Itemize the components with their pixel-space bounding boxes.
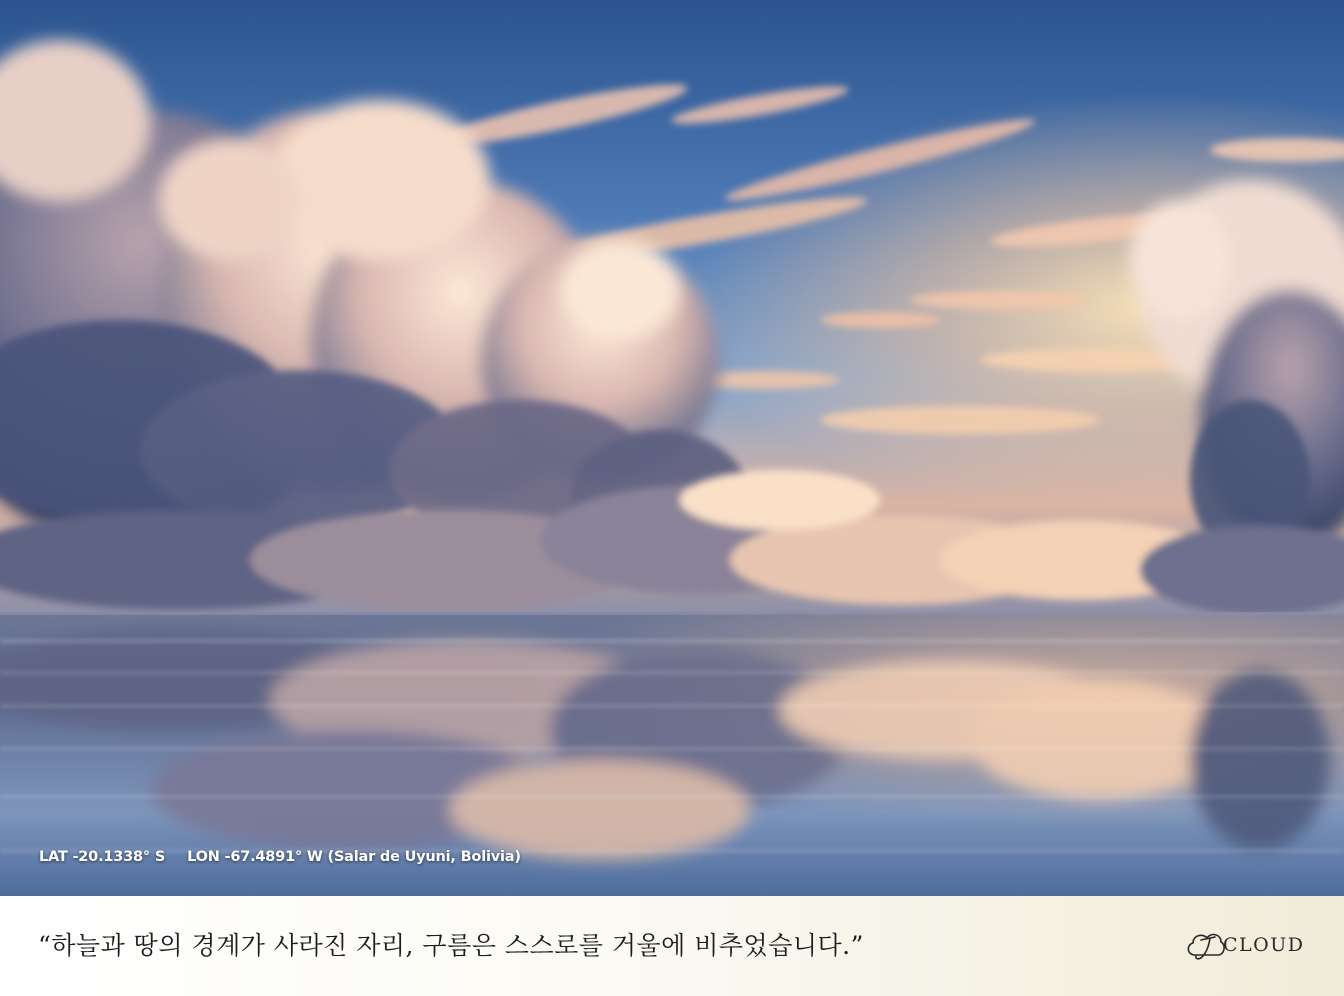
brand-logo xyxy=(1183,925,1304,965)
longitude-text: LON -67.4891° W (Salar de Uyuni, Bolivia) xyxy=(187,849,521,865)
logo-text: CLOUD xyxy=(1223,934,1305,956)
latitude-text: LAT -20.1338° S xyxy=(39,849,166,865)
caption-quote: “하늘과 땅의 경계가 사라진 자리, 구름은 스스로를 거울에 비추었습니다.” xyxy=(38,931,864,960)
cloud-script-icon xyxy=(1183,925,1227,965)
coordinates-label xyxy=(39,849,521,865)
